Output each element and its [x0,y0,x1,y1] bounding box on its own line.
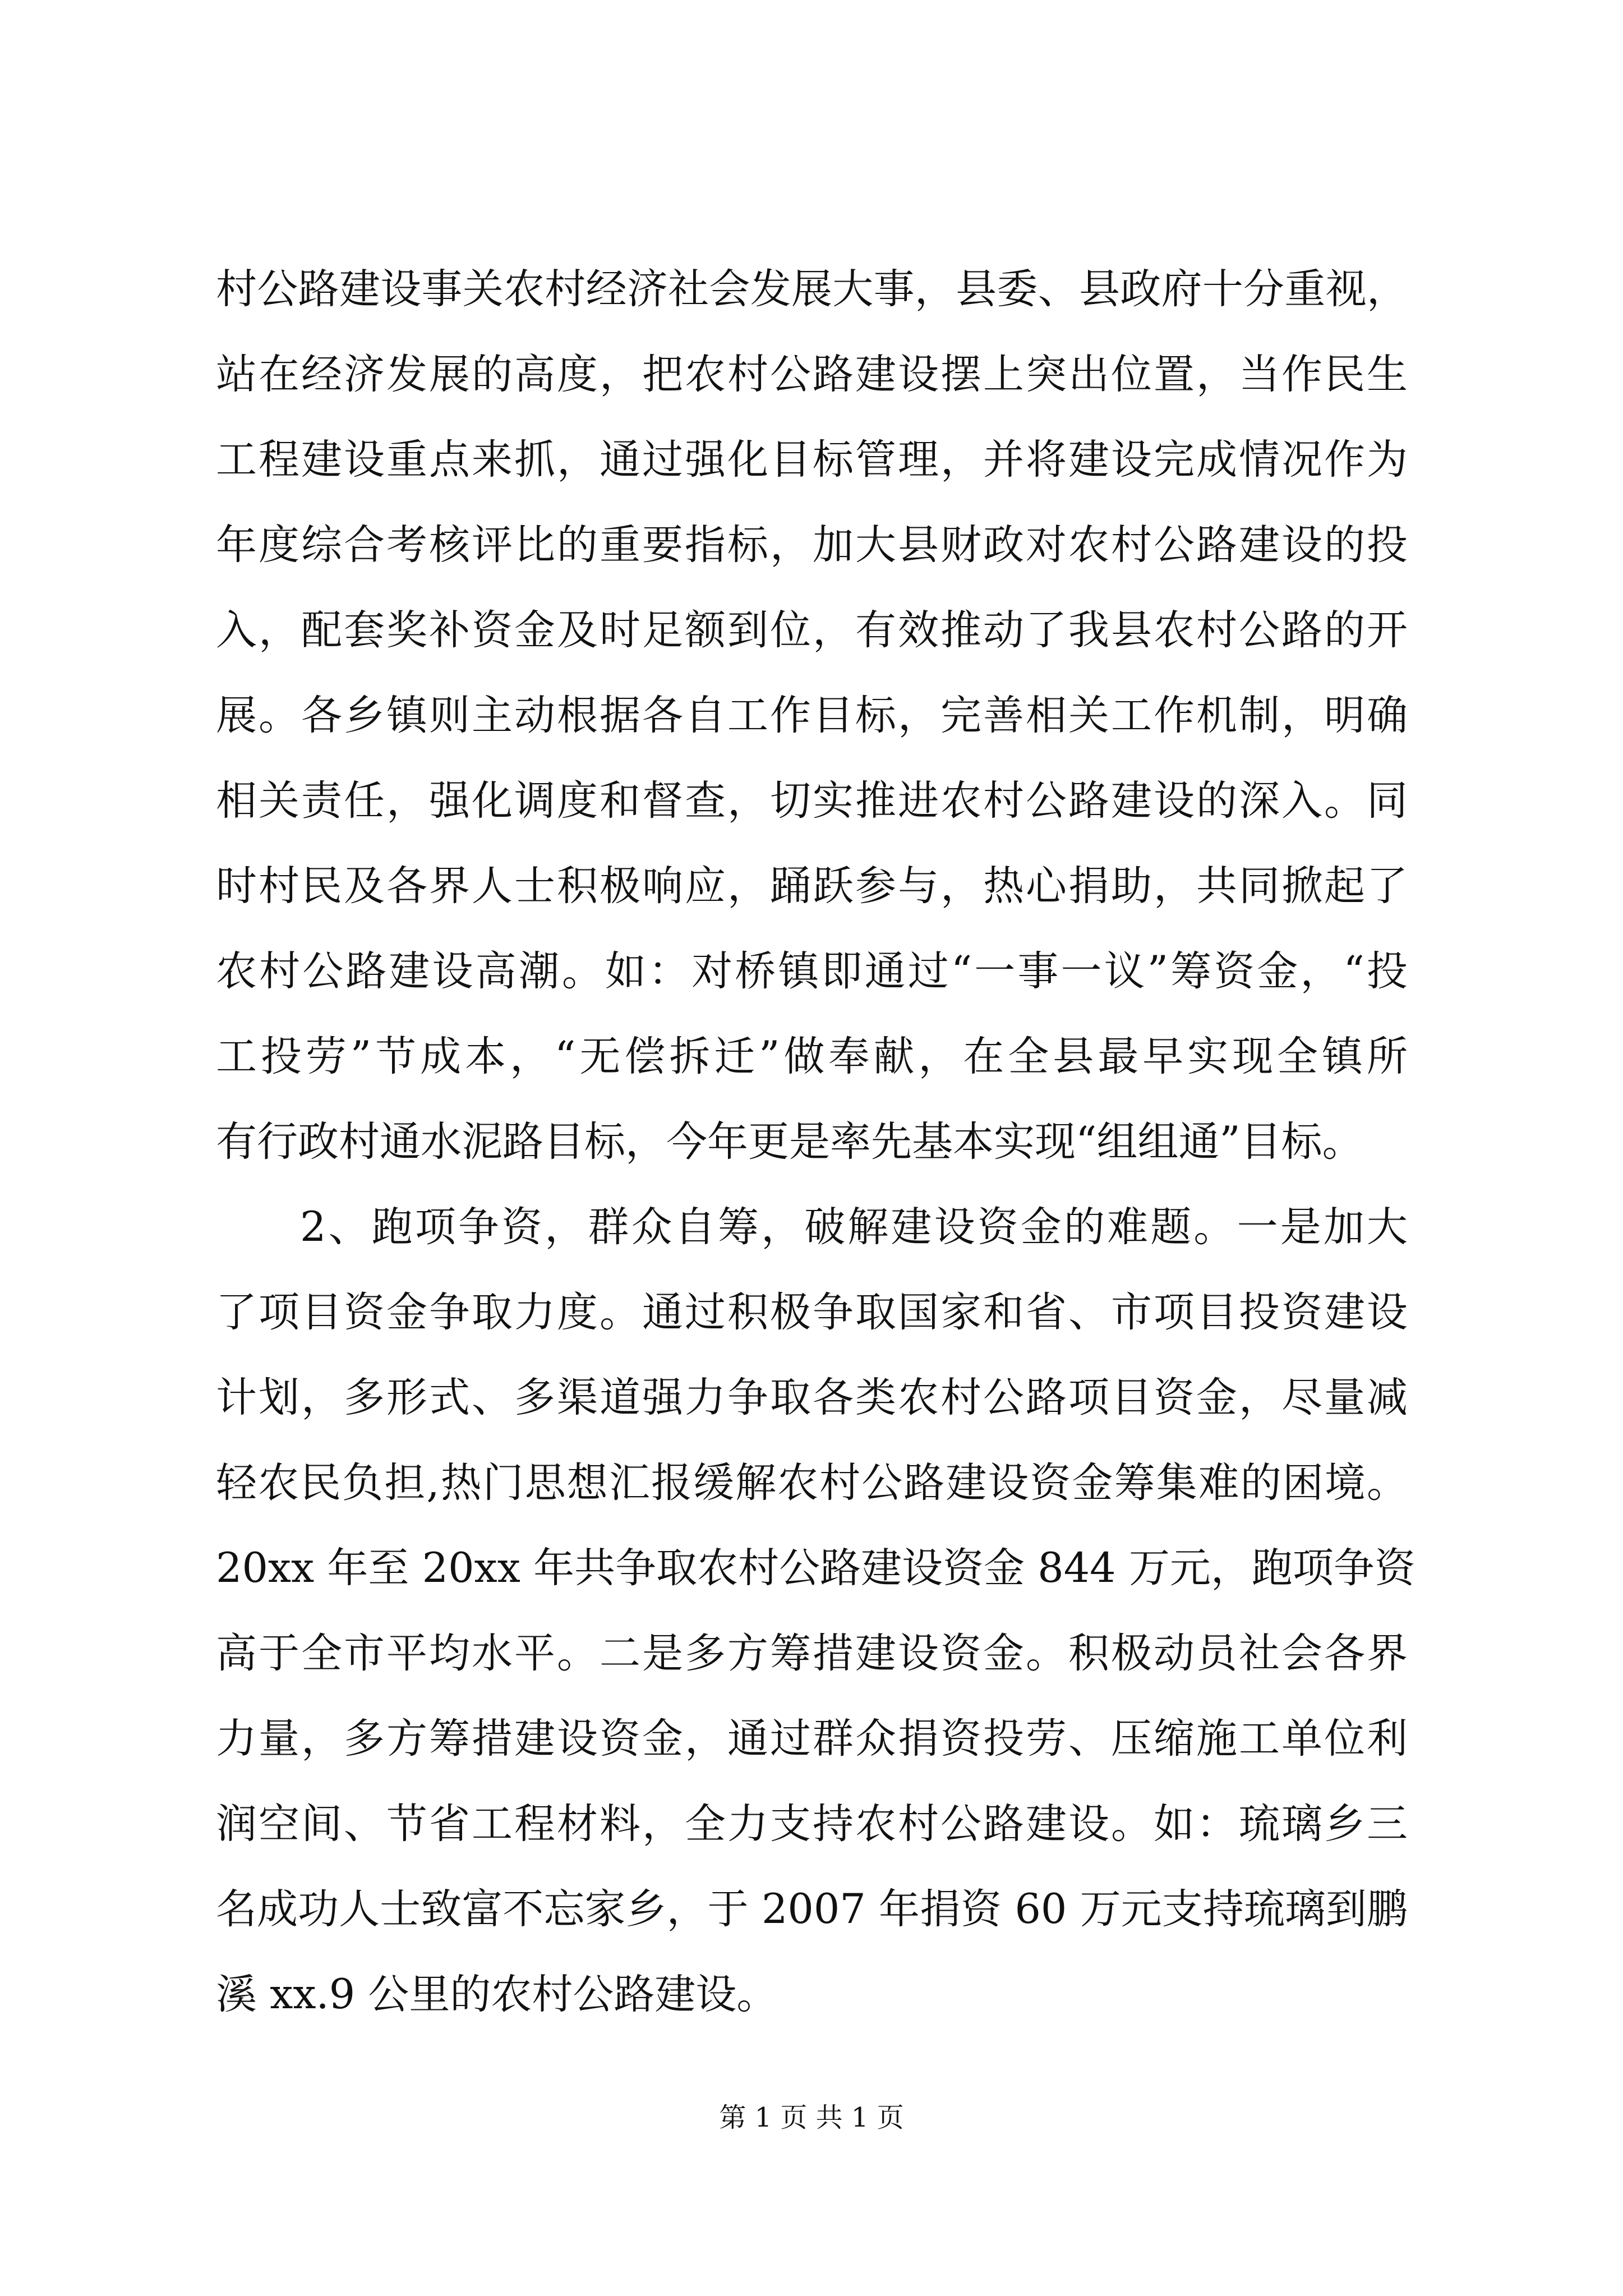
paragraph-line: 溪 xx.9 公里的农村公路建设。 [216,1971,778,2018]
paragraph-line: 农村公路建设高潮。如：对桥镇即通过“一事一议”筹资金，“投 [216,947,1408,995]
page-number-footer: 第 1 页 共 1 页 [719,2102,904,2133]
paragraph-line: 时村民及各界人士积极响应，踊跃参与，热心捐助，共同掀起了 [216,862,1408,910]
paragraph-line: 站在经济发展的高度，把农村公路建设摆上突出位置，当作民生 [216,351,1408,398]
paragraph-line: 年度综合考核评比的重要指标，加大县财政对农村公路建设的投 [216,521,1408,569]
paragraph-line: 入，配套奖补资金及时足额到位，有效推动了我县农村公路的开 [216,606,1408,654]
paragraph-line: 工程建设重点来抓，通过强化目标管理，并将建设完成情况作为 [216,436,1408,484]
paragraph-line: 了项目资金争取力度。通过积极争取国家和省、市项目投资建设 [216,1289,1408,1336]
paragraph-line: 工投劳”节成本，“无偿拆迁”做奉献，在全县最早实现全镇所 [216,1033,1408,1080]
document-body [216,247,1415,2037]
paragraph-line: 名成功人士致富不忘家乡，于 2007 年捐资 60 万元支持琉璃到鹏 [216,1885,1408,1933]
paragraph-line: 20xx 年至 20xx 年共争取农村公路建设资金 844 万元，跑项争资 [216,1544,1415,1592]
paragraph-line: 有行政村通水泥路目标，今年更是率先基本实现“组组通”目标。 [216,1118,1363,1166]
paragraph-line: 展。各乡镇则主动根据各自工作目标，完善相关工作机制，明确 [216,692,1408,739]
paragraph-line: 计划，多形式、多渠道强力争取各类农村公路项目资金，尽量减 [216,1374,1408,1421]
paragraph-line: 高于全市平均水平。二是多方筹措建设资金。积极动员社会各界 [216,1630,1408,1677]
paragraph-line: 村公路建设事关农村经济社会发展大事，县委、县政府十分重视， [216,265,1408,313]
paragraph-line: 2、跑项争资，群众自筹，破解建设资金的难题。一是加大 [300,1203,1408,1251]
paragraph-line: 力量，多方筹措建设资金，通过群众捐资投劳、压缩施工单位利 [216,1715,1408,1763]
paragraph-line: 相关责任，强化调度和督查，切实推进农村公路建设的深入。同 [216,777,1408,825]
paragraph-line: 轻农民负担,热门思想汇报缓解农村公路建设资金筹集难的困境。 [216,1459,1408,1507]
paragraph-line: 润空间、节省工程材料，全力支持农村公路建设。如：琉璃乡三 [216,1800,1408,1848]
